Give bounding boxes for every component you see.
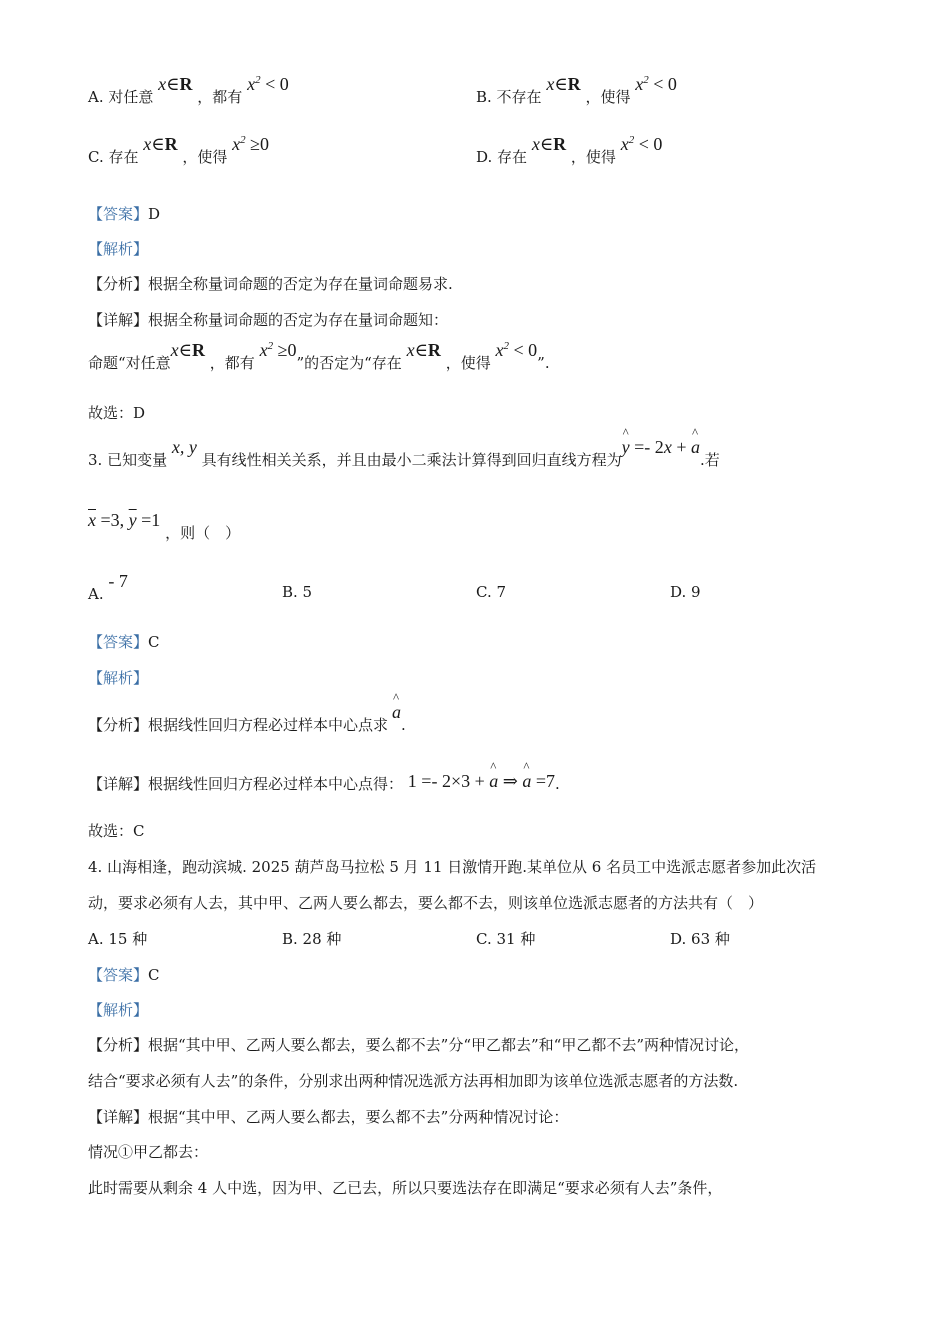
math-R: R xyxy=(179,74,193,94)
q3-option-a xyxy=(88,571,128,604)
q4-analysis-tag: 【解析】 xyxy=(88,1001,149,1019)
q4-option-b: B. 28 种 xyxy=(282,930,342,948)
q4-answer xyxy=(88,964,160,985)
q2-option-a xyxy=(88,74,289,107)
text-part: ”. xyxy=(537,354,550,372)
answer-value: D xyxy=(148,205,161,223)
text-part: 3. 已知变量 xyxy=(88,451,168,469)
answer-tag: 【答案】 xyxy=(88,205,149,223)
math-R: R xyxy=(567,74,581,94)
option-label: A. 对任意 xyxy=(88,88,154,106)
option-label: A. xyxy=(88,585,104,603)
option-mid: ，使得 xyxy=(585,88,631,106)
math-x2: $x^2$ xyxy=(620,134,635,154)
q2-option-c xyxy=(88,134,270,167)
math-xy: x, y xyxy=(171,437,197,457)
math-lt0: < 0 xyxy=(634,134,663,154)
math-means: $\overline{x} =3$, $\overline{y} =1$ xyxy=(88,510,161,530)
text-part: 命题“对任意 xyxy=(88,354,171,372)
text-part: 【分析】根据线性回归方程必过样本中心点求 xyxy=(88,716,389,734)
math-x2: $x^2$ xyxy=(495,340,509,360)
option-mid: ，使得 xyxy=(182,148,228,166)
math-ge0: ≥0 xyxy=(245,134,270,154)
q3-fenxi: 【分析】根据线性回归方程必过样本中心点求^ a. xyxy=(88,714,406,735)
q4-fenxi-line2: 结合“要求必须有人去”的条件，分别求出两种情况选派方法再相加即为该单位选派志愿者的方法数. xyxy=(88,1072,739,1090)
text-part: .若 xyxy=(699,451,720,469)
math-in: ∈ xyxy=(414,340,428,360)
math-x: x xyxy=(170,340,179,360)
option-mid: ，都有 xyxy=(197,88,243,106)
q3-option-b: B. 5 xyxy=(282,583,313,601)
math-x2-lt-0: $x^2$ xyxy=(247,74,261,94)
math-R: R xyxy=(427,340,441,360)
math-neg7: - 7 xyxy=(108,571,128,591)
q3-xiangjie: 【详解】根据线性回归方程必过样本中心点得： 1 =- 2×3 + ^ a ⇒ ^ a =7. xyxy=(88,773,560,794)
math-lt0: < 0 xyxy=(648,74,677,94)
option-label: B. 不存在 xyxy=(476,88,542,106)
math-x: x xyxy=(143,134,152,154)
q2-option-b xyxy=(476,74,677,107)
q2-option-d xyxy=(476,134,663,167)
q3-option-c: C. 7 xyxy=(476,583,507,601)
q4-option-c: C. 31 种 xyxy=(476,930,536,948)
option-mid: ，使得 xyxy=(570,148,616,166)
q2-analysis-tag: 【解析】 xyxy=(88,240,149,258)
math-in: ∈ xyxy=(178,340,192,360)
math-in: ∈ xyxy=(554,74,568,94)
answer-value: C xyxy=(148,966,160,984)
math-R: R xyxy=(553,134,567,154)
q2-negation-line xyxy=(88,340,550,373)
q4-stem-line1: 4. 山海相逢，跑动滨城. 2025 葫芦岛马拉松 5 月 11 日激情开跑.某单位从 6 名员工中选派志愿者参加此次活 xyxy=(88,858,817,876)
option-label: D. 存在 xyxy=(476,148,528,166)
q4-case1-detail: 此时需要从剩余 4 人中选，因为甲、乙已去，所以只要选法存在即满足“要求必须有人去”条件， xyxy=(88,1179,723,1197)
math-R: R xyxy=(192,340,205,360)
text-part: ，使得 xyxy=(445,354,491,372)
math-in: ∈ xyxy=(166,74,180,94)
q2-xiangjie: 【详解】根据全称量词命题的否定为存在量词命题知： xyxy=(88,311,449,329)
q3-analysis-tag: 【解析】 xyxy=(88,669,149,687)
math-x-in-R: x xyxy=(158,74,167,94)
math-x: x xyxy=(546,74,555,94)
math-ahat: ^ a xyxy=(392,702,401,722)
math-x: x xyxy=(406,340,415,360)
q2-guxuan: 故选：D xyxy=(88,404,146,422)
math-x2: $x^2$ xyxy=(635,74,649,94)
text-part: ，则（ ） xyxy=(165,524,241,542)
q2-answer xyxy=(88,203,160,224)
q3-answer xyxy=(88,631,160,652)
q4-xiangjie: 【详解】根据“其中甲、乙两人要么都去，要么都不去”分两种情况讨论： xyxy=(88,1108,569,1126)
answer-tag: 【答案】 xyxy=(88,966,149,984)
q4-option-a: A. 15 种 xyxy=(88,930,148,948)
math-x: x xyxy=(531,134,540,154)
text-part: 具有线性相关关系，并且由最小二乘法计算得到回归直线方程为 xyxy=(201,451,622,469)
text-part: ，都有 xyxy=(209,354,255,372)
text-part: ”的否定为“存在 xyxy=(296,354,402,372)
q3-stem xyxy=(88,437,720,470)
q3-condition xyxy=(88,510,241,543)
answer-value: C xyxy=(148,633,160,651)
q4-stem-line2: 动，要求必须有人去，其中甲、乙两人要么都去，要么都不去，则该单位选派志愿者的方法共有（ ） xyxy=(88,894,764,912)
q3-option-d: D. 9 xyxy=(670,583,701,601)
answer-tag: 【答案】 xyxy=(88,633,149,651)
option-label: C. 存在 xyxy=(88,148,139,166)
q4-case1: 情况①甲乙都去： xyxy=(88,1143,209,1161)
math-regression-eq: ^ y =- 2x + ^ a xyxy=(622,437,700,457)
math-x2: $x^2$ xyxy=(259,340,274,360)
text-part: 【详解】根据线性回归方程必过样本中心点得： xyxy=(88,775,404,793)
q2-fenxi: 【分析】根据全称量词命题的否定为存在量词命题易求. xyxy=(88,275,453,293)
q4-option-d: D. 63 种 xyxy=(670,930,730,948)
q3-guxuan: 故选：C xyxy=(88,822,145,840)
math-ge0: ≥0 xyxy=(273,340,297,360)
math-R: R xyxy=(164,134,178,154)
math-in: ∈ xyxy=(539,134,554,154)
math-in: ∈ xyxy=(151,134,165,154)
math-solve: 1 =- 2×3 + ^ a ⇒ ^ a =7 xyxy=(408,771,555,791)
math-x2: $x^2$ xyxy=(232,134,246,154)
math-lt0: < 0 xyxy=(509,340,538,360)
q4-fenxi-line1: 【分析】根据“其中甲、乙两人要么都去，要么都不去”分“甲乙都去”和“甲乙都不去”两种情况讨论， xyxy=(88,1036,750,1054)
math-lt0: < 0 xyxy=(260,74,289,94)
